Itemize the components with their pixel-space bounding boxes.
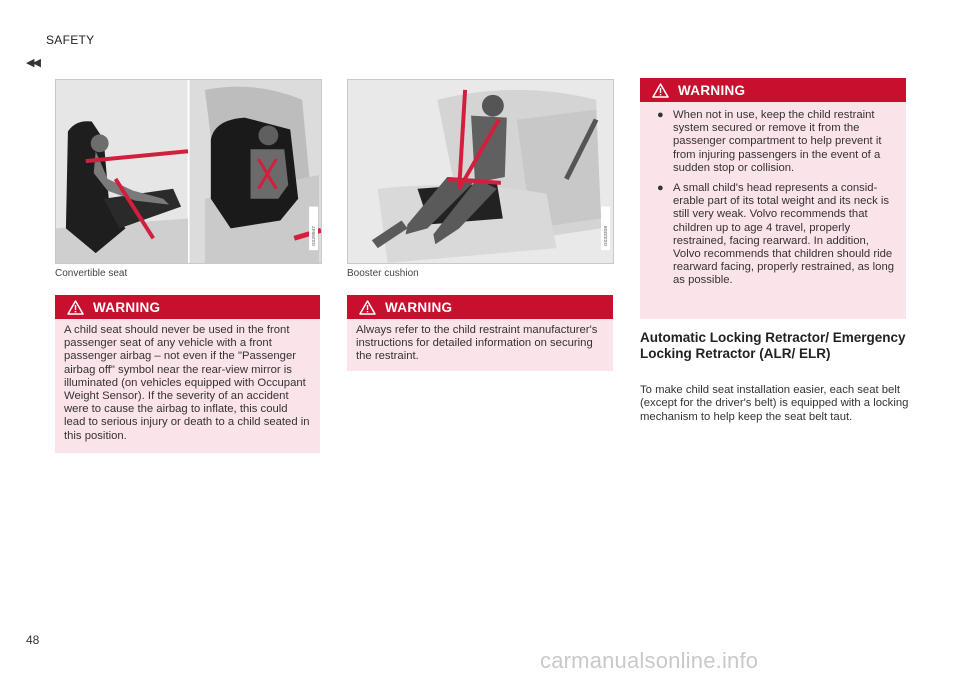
convertible-seat-figure — [55, 79, 322, 264]
bullet-text: A small child's head represents a considerable part of its total weight and its neck is still very weak. Volvo recommends that children up to age 4 travel, properly restrained, facing rearward. In addition, Volvo recommends that children should ride rearward facing, properly restrained, as long as possible. — [673, 182, 895, 287]
alr-section-heading: Automatic Locking Retractor/ Emergency Locking Retractor (ALR/ ELR) — [640, 330, 906, 361]
warning-text: A child seat should never be used in the front passenger seat of any vehicle with a front passenger airbag – not even if the "Passenger airbag off" symbol near the rear-view mirror is illuminated (on vehicles equipped with Occupant Weight Sensor). If the severity of an accident were to cause the airbag to inflate, this could lead to serious injury or death to a child seated in this position. — [64, 324, 310, 442]
warning-title: WARNING — [385, 299, 453, 315]
warning-triangle-icon — [359, 300, 376, 315]
image-code: G029947 — [312, 225, 318, 247]
booster-cushion-illustration — [348, 80, 613, 263]
warning-triangle-icon — [652, 83, 669, 98]
warning-title: WARNING — [678, 82, 746, 98]
convertible-seat-illustration — [56, 80, 321, 263]
booster-cushion-figure — [347, 79, 614, 264]
warning-text: Always refer to the child restraint manufacturer's instructions for detailed information on securing the restraint. — [356, 324, 598, 363]
warning-header — [347, 295, 613, 319]
warning-title: WARNING — [93, 299, 161, 315]
warning-triangle-icon — [67, 300, 84, 315]
warning-box — [640, 78, 906, 319]
list-item — [649, 109, 896, 175]
warning-box — [55, 295, 320, 453]
section-title: SAFETY — [46, 33, 95, 47]
watermark: carmanualsonline.info — [540, 648, 759, 673]
figure-caption: Convertible seat — [55, 268, 128, 279]
warning-header — [55, 295, 320, 319]
warning-bullet-list — [640, 102, 906, 296]
image-code: G033309 — [604, 225, 610, 247]
warning-header — [640, 78, 906, 102]
bullet-dot-icon: ● — [657, 182, 664, 195]
page-number: 48 — [26, 633, 40, 647]
figure-caption: Booster cushion — [347, 268, 419, 279]
bullet-dot-icon: ● — [657, 109, 664, 121]
alr-section-body: To make child seat installation easier, each seat belt (except for the driver's belt) is equipped with a locking mechanism to help keep the seat belt taut. — [640, 384, 909, 423]
list-item — [649, 182, 896, 288]
bullet-text: When not in use, keep the child restraint system secured or remove it from the passenger compartment to help prevent it from injuring passengers in the event of a sudden stop or collision. — [673, 109, 882, 174]
warning-box — [347, 295, 613, 371]
previous-page-icon[interactable]: ◀◀ — [26, 57, 39, 69]
